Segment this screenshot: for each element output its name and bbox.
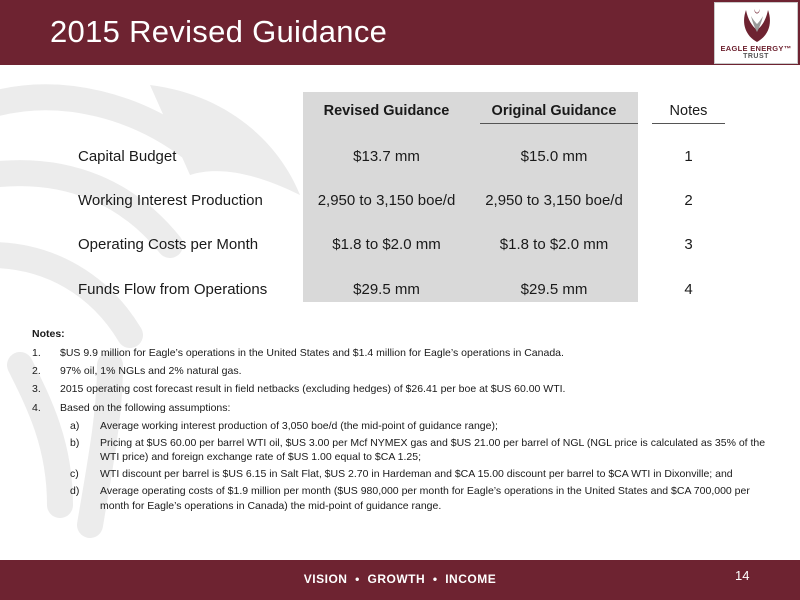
logo-wordmark: EAGLE ENERGY™ xyxy=(720,44,792,53)
note-item xyxy=(32,364,772,378)
note-text: $US 9.9 million for Eagle’s operations in the United States and $1.4 million for Eagle’s operations in Canada. xyxy=(60,347,564,359)
footer-bar xyxy=(0,560,800,600)
note-number: 3. xyxy=(32,383,41,396)
note-subitem xyxy=(60,467,772,481)
cell-note-funds-flow: 4 xyxy=(684,281,693,298)
note-sub-letter: c) xyxy=(70,468,79,481)
footer-tagline: VISION • GROWTH • INCOME xyxy=(303,572,497,586)
note-subitem xyxy=(60,419,772,433)
cell-original-operating-costs: $1.8 to $2.0 mm xyxy=(499,236,609,253)
logo-subwordmark: TRUST xyxy=(743,53,769,60)
note-sub-text: Average working interest production of 3,050 boe/d (the mid-point of guidance range); xyxy=(100,419,498,432)
note-sub-text: Average operating costs of $1.9 million per month ($US 980,000 per month for Eagle’s operations in the United States and $CA 700,000 per month for Eagle’s operations in Canada) the mid-point of guidance range. xyxy=(100,485,750,512)
note-sub-text: WTI discount per barrel is $US 6.15 in Salt Flat, $US 2.70 in Hardeman and $CA 15.00 discount per barrel to $CA WTI in Dixonville; and xyxy=(100,468,733,481)
cell-original-capital-budget: $15.0 mm xyxy=(520,148,588,165)
note-subitem xyxy=(60,484,772,512)
note-number: 2. xyxy=(32,365,41,378)
eagle-logo-icon xyxy=(737,6,777,44)
note-sub-text: Pricing at $US 60.00 per barrel WTI oil, $US 3.00 per Mcf NYMEX gas and $US 21.00 per barrel of NGL (NGL price is calculated as 35% of the WTI price) and foreign exchange rate of $US 1.00 equal to $CA 1.25; xyxy=(100,436,766,464)
header-underline-notes xyxy=(652,123,725,124)
notes-title: Notes: xyxy=(32,328,65,340)
header-bar xyxy=(0,0,800,65)
header-original-guidance: Original Guidance xyxy=(491,103,617,119)
cell-original-funds-flow: $29.5 mm xyxy=(520,281,588,298)
notes-section xyxy=(32,328,772,516)
row-label-capital-budget: Capital Budget xyxy=(78,148,177,165)
note-sub-letter: b) xyxy=(70,436,80,449)
cell-note-production: 2 xyxy=(684,192,693,209)
cell-revised-capital-budget: $13.7 mm xyxy=(353,148,420,165)
cell-note-operating-costs: 3 xyxy=(684,236,693,253)
row-label-working-interest-production: Working Interest Production xyxy=(78,192,263,209)
note-subitem xyxy=(60,436,772,464)
cell-original-production: 2,950 to 3,150 boe/d xyxy=(485,192,623,209)
row-label-operating-costs: Operating Costs per Month xyxy=(78,236,259,253)
cell-revised-funds-flow: $29.5 mm xyxy=(353,281,420,298)
note-number: 4. xyxy=(32,401,41,414)
company-logo xyxy=(714,2,798,64)
header-revised-guidance: Revised Guidance xyxy=(323,103,450,119)
note-number: 1. xyxy=(32,347,41,359)
slide-title: 2015 Revised Guidance xyxy=(50,14,388,49)
note-sub-letter: a) xyxy=(70,419,80,432)
row-label-funds-flow: Funds Flow from Operations xyxy=(78,281,268,298)
cell-revised-operating-costs: $1.8 to $2.0 mm xyxy=(332,236,441,253)
note-sub-letter: d) xyxy=(70,485,80,498)
note-item xyxy=(32,382,772,396)
header-notes: Notes xyxy=(669,103,708,119)
note-item xyxy=(32,346,772,360)
note-item xyxy=(32,401,772,415)
page-number: 14 xyxy=(735,568,750,583)
header-underline-original xyxy=(480,123,638,124)
note-text: 2015 operating cost forecast result in field netbacks (excluding hedges) of $26.41 per boe at $US 60.00 WTI. xyxy=(60,383,566,396)
cell-revised-production: 2,950 to 3,150 boe/d xyxy=(317,192,456,209)
cell-note-capital-budget: 1 xyxy=(684,148,693,165)
note-text: Based on the following assumptions: xyxy=(60,401,231,414)
note-text: 97% oil, 1% NGLs and 2% natural gas. xyxy=(60,365,242,378)
